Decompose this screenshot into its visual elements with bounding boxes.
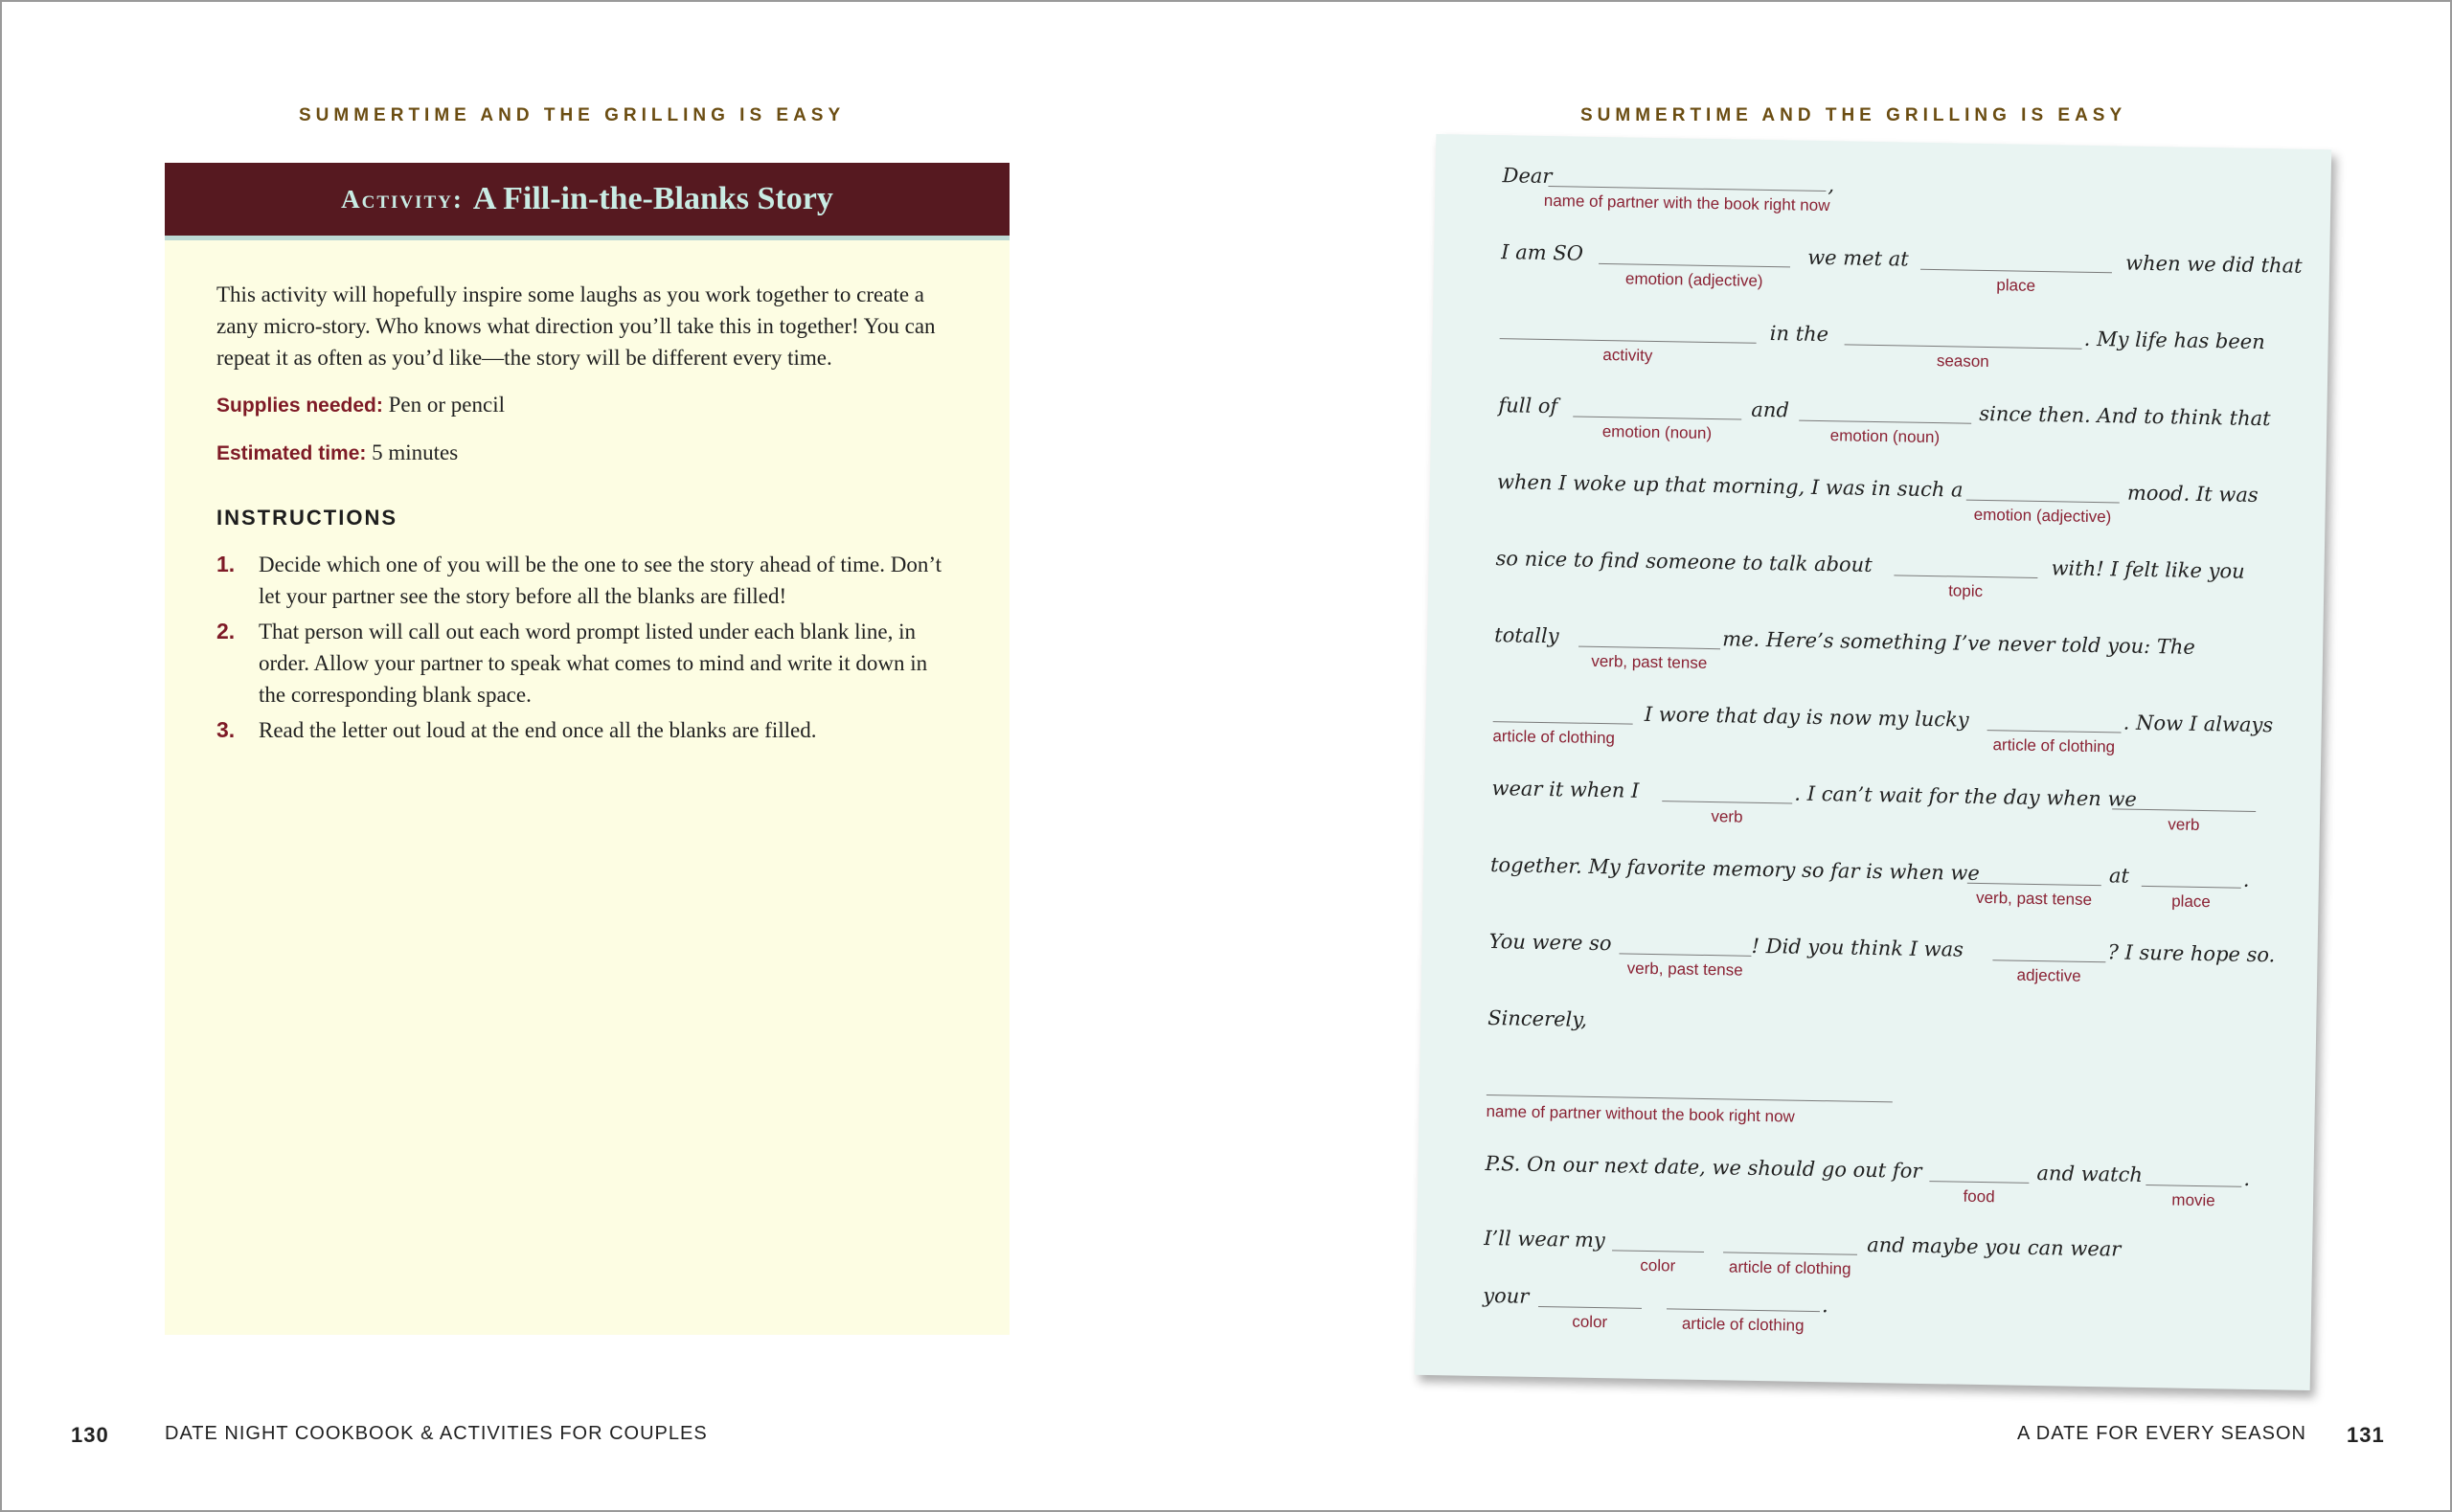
blank-line[interactable] [1667,1308,1820,1312]
letter-word: when we did that [2124,251,2303,278]
letter-word: . [1821,1294,1828,1318]
blank-line[interactable] [2146,1185,2241,1187]
blank-line[interactable] [1578,646,1720,650]
blank-prompt: article of clothing [1492,727,1616,748]
list-item [216,616,960,711]
instructions-heading: INSTRUCTIONS [216,506,397,530]
list-item [216,549,960,612]
blank-line[interactable] [1967,883,2101,886]
letter-word: and [1751,397,1790,422]
letter-word: . I can’t wait for the day when we [1794,781,2138,811]
letter [1415,134,2331,1390]
blank-prompt: emotion (noun) [1601,422,1713,443]
letter-word: since then. And to think that [1979,401,2271,431]
activity-kicker: Activity: [341,184,464,214]
supplies-label: Supplies needed: [216,395,383,417]
letter-word: I am SO [1501,240,1584,265]
footer-right: A DATE FOR EVERY SEASON [2017,1423,2306,1444]
activity-box [165,163,1010,1335]
letter-word: with! I felt like you [2051,556,2245,583]
blank-line[interactable] [1987,730,2122,733]
letter-word: and maybe you can wear [1866,1232,2122,1261]
fill-in-letter-sheet [1415,134,2331,1390]
instructions-list [216,549,960,746]
letter-word: . [2243,1166,2251,1190]
letter-word: . [2242,868,2250,891]
blank-prompt: verb [2168,815,2200,834]
letter-word: totally [1494,623,1559,648]
letter-word: . Now I always [2123,711,2274,737]
letter-word: ? I sure hope so. [2107,940,2276,967]
supplies-value: Pen or pencil [382,393,505,417]
running-head-right: SUMMERTIME AND THE GRILLING IS EASY [1580,105,2127,125]
blank-prompt: color [1572,1312,1608,1332]
letter-word: we met at [1806,245,1909,271]
blank-prompt: food [1963,1186,1995,1207]
supplies-line [216,389,960,421]
step-number: 3. [216,717,236,742]
blank-prompt: color [1640,1255,1676,1275]
blank-prompt: place [1996,276,2036,295]
letter-word: P.S. On our next date, we should go out for [1485,1151,1922,1183]
letter-word: together. My favorite memory so far is when we [1489,853,1981,885]
blank-prompt: name of partner with the book right now [1543,191,1830,215]
blank-prompt: article of clothing [1728,1257,1851,1278]
blank-line[interactable] [1723,1252,1857,1254]
activity-header [165,163,1010,240]
time-value: 5 minutes [366,440,459,464]
running-head-left: SUMMERTIME AND THE GRILLING IS EASY [299,105,846,125]
time-line [216,437,960,469]
blank-prompt: name of partner without the book right now [1486,1102,1795,1126]
letter-word: me. Here’s something I’ve never told you: The [1722,627,2196,659]
blank-prompt: season [1936,351,1989,372]
blank-line[interactable] [1966,500,2120,504]
activity-title: A Fill-in-the-Blanks Story [472,181,833,216]
letter-word: ! Did you think I was [1751,934,1964,961]
letter-word: wear it when I [1491,777,1640,802]
blank-line[interactable] [1799,420,1971,424]
time-label: Estimated time: [216,442,367,464]
blank-line[interactable] [1493,721,1633,725]
page-number-right: 131 [2347,1423,2385,1447]
blank-line[interactable] [1619,953,1751,956]
letter-word: Sincerely, [1487,1006,1588,1031]
step-text: Decide which one of you will be the one to see the story ahead of time. Don’t let your partner see the story before all the blanks are filled! [259,553,942,608]
blank-line[interactable] [1929,1181,2029,1184]
page-number-left: 130 [71,1423,109,1447]
blank-line[interactable] [1548,186,1826,192]
letter-word: at [2108,864,2130,888]
blank-line[interactable] [1662,801,1792,803]
blank-prompt: adjective [2016,965,2081,985]
letter-word: mood. It was [2126,481,2259,507]
letter-word: so nice to find someone to talk about [1495,547,1873,576]
blank-line[interactable] [1538,1306,1642,1309]
blank-line[interactable] [1845,344,2082,349]
blank-line[interactable] [2142,886,2241,889]
letter-word: your [1483,1283,1530,1308]
step-text: That person will call out each word prompt listed under each blank line, in order. Allow your partner to speak what comes to mind and write it down in the corresponding blank space. [259,620,928,707]
letter-word: . My life has been [2083,327,2265,354]
step-number: 1. [216,552,236,576]
activity-intro: This activity will hopefully inspire some laughs as you work together to create a zany micro-story. Who knows what direction you’ll take this in together! You can repeat it as often as you’d like—the story will be different every time. [216,282,936,370]
blank-prompt: emotion (adjective) [1624,269,1763,290]
blank-line[interactable] [1487,1095,1893,1102]
blank-line[interactable] [1894,575,2037,578]
letter-word: in the [1769,322,1829,347]
letter-word: full of [1498,394,1558,418]
blank-line[interactable] [1920,269,2112,273]
blank-prompt: verb, past tense [1626,959,1743,980]
letter-word: , [1828,173,1835,197]
blank-prompt: article of clothing [1681,1314,1805,1335]
letter-word: I wore that day is now my lucky [1644,702,1969,732]
step-number: 2. [216,619,236,643]
letter-word: You were so [1488,930,1612,956]
blank-line[interactable] [1599,263,1790,267]
blank-prompt: verb, past tense [1975,888,2093,910]
blank-line[interactable] [1612,1250,1704,1252]
blank-prompt: verb [1711,807,1743,826]
blank-prompt: emotion (noun) [1829,426,1941,447]
step-text: Read the letter out loud at the end once all the blanks are filled. [259,718,817,742]
blank-prompt: movie [2171,1190,2215,1210]
blank-prompt: place [2171,891,2211,912]
letter-word: when I woke up that morning, I was in such a [1496,470,1964,502]
list-item [216,714,960,746]
blank-line[interactable] [1992,959,2105,962]
footer-left: DATE NIGHT COOKBOOK & ACTIVITIES FOR COUPLES [165,1423,708,1444]
blank-prompt: topic [1948,581,1984,600]
blank-prompt: emotion (adjective) [1973,505,2112,527]
blank-prompt: verb, past tense [1591,651,1708,672]
activity-body [165,240,1010,746]
blank-prompt: activity [1602,346,1653,365]
blank-line[interactable] [1500,338,1757,344]
blank-prompt: article of clothing [1992,735,2116,756]
blank-line[interactable] [1573,416,1741,419]
letter-word: Dear [1502,164,1553,189]
letter-word: and watch [2036,1162,2144,1186]
letter-word: I’ll wear my [1484,1226,1605,1252]
